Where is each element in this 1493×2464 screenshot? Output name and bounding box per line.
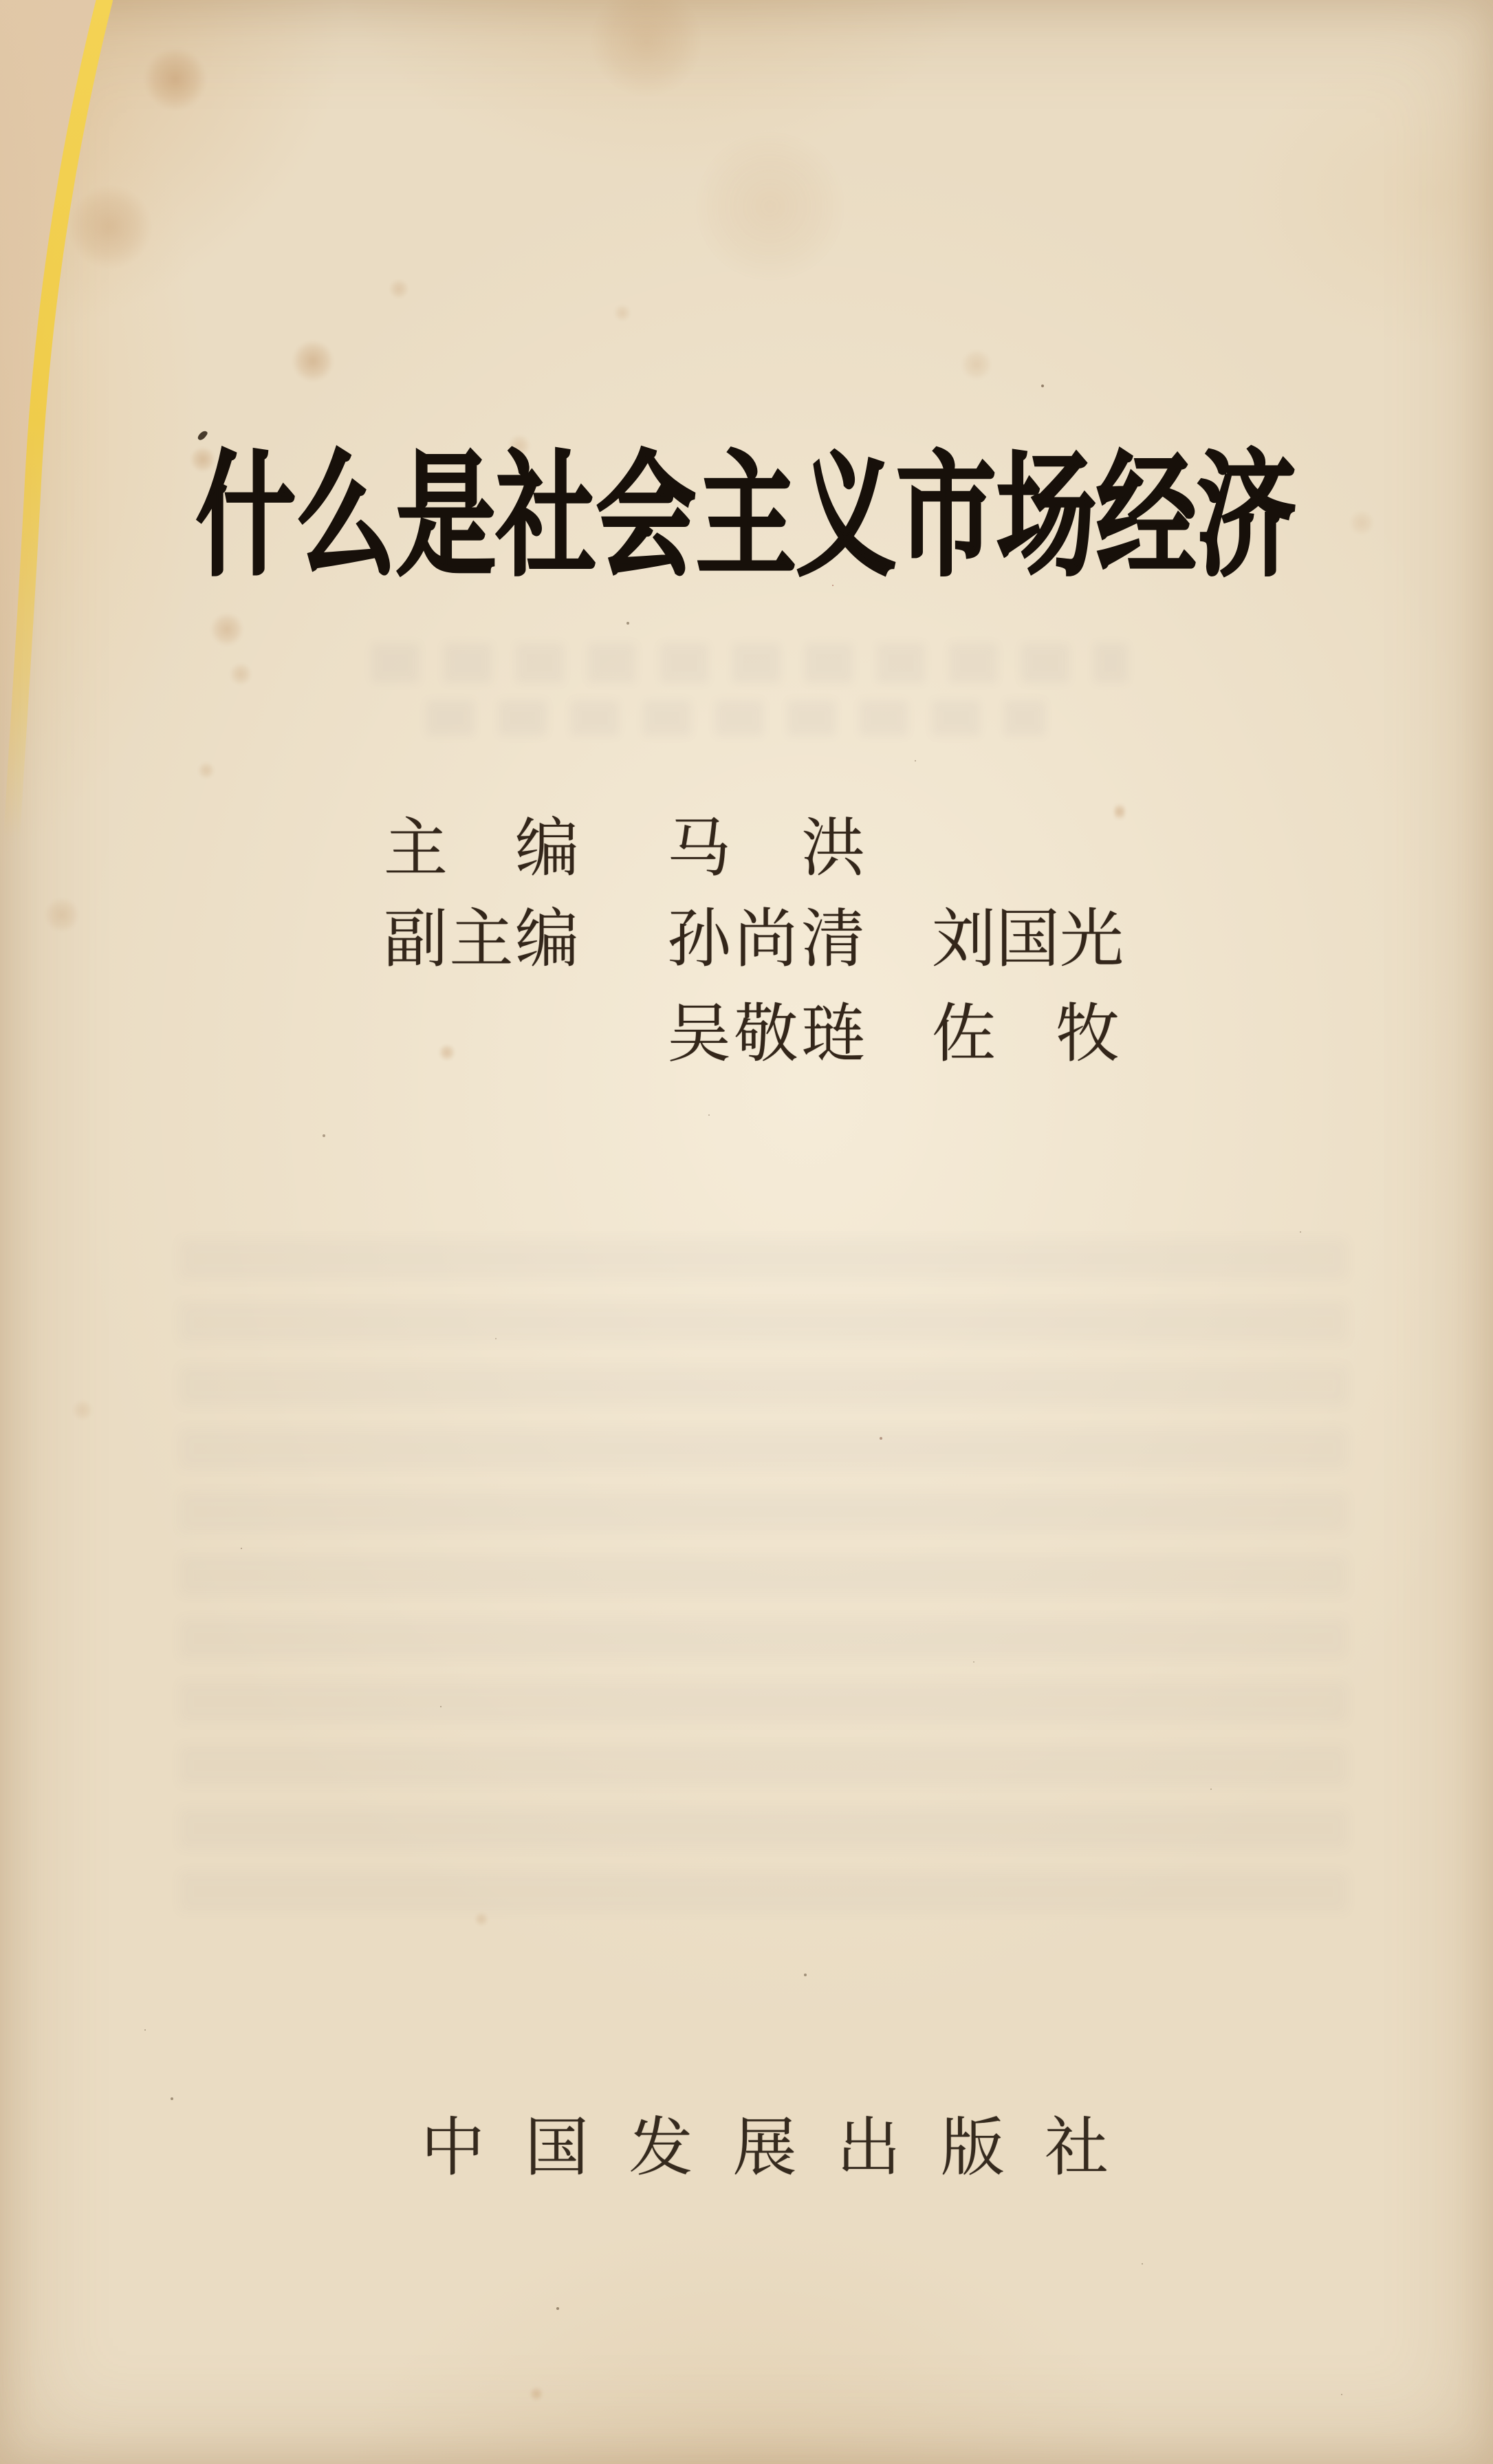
paper-stain bbox=[1349, 510, 1374, 535]
paper-stain bbox=[389, 279, 408, 299]
paper-stain bbox=[292, 341, 334, 382]
deputy-editor-name-4: 佐 牧 bbox=[932, 999, 1120, 1070]
paper-stain bbox=[475, 1912, 488, 1926]
paper-stain bbox=[72, 1400, 93, 1420]
paper-stain bbox=[45, 898, 79, 932]
paper-stain bbox=[210, 613, 243, 646]
chief-editor-label: 主 编 bbox=[384, 814, 579, 885]
deputy-editor-name-3: 吴 敬 琏 bbox=[667, 999, 865, 1070]
bleedthrough-text bbox=[426, 700, 1045, 736]
chief-editor-name: 马 洪 bbox=[667, 814, 865, 885]
ink-speck bbox=[197, 429, 208, 442]
deputy-editor-name-2: 刘 国 光 bbox=[932, 905, 1124, 975]
paper-stain bbox=[614, 305, 631, 321]
publisher-name: 中 国 发 展 出 版 社 bbox=[421, 2113, 1109, 2184]
book-title: 什 么 是 社 会 主 义 市 场 经 济 bbox=[196, 444, 1296, 593]
deputy-editor-label: 副 主 编 bbox=[384, 905, 579, 975]
paper-stain bbox=[69, 186, 151, 268]
bleedthrough-text bbox=[371, 643, 1128, 683]
paper-stain bbox=[439, 1044, 455, 1061]
cover-edge bbox=[0, 0, 158, 908]
paper-stain bbox=[144, 48, 206, 110]
paper-stain bbox=[695, 131, 846, 282]
paper-stain bbox=[961, 349, 992, 380]
paper-stain bbox=[198, 762, 215, 779]
paper-stain bbox=[591, 0, 701, 96]
deputy-editor-name-1: 孙 尚 清 bbox=[667, 905, 865, 975]
paper-stain bbox=[530, 2387, 543, 2401]
bleedthrough-text-block bbox=[179, 1238, 1348, 1926]
under-page-wedge bbox=[0, 0, 103, 908]
paper-stain bbox=[230, 663, 252, 685]
paper-specks bbox=[0, 0, 1, 1]
cover-edge-stripe bbox=[12, 0, 105, 838]
paper-stain bbox=[1114, 802, 1125, 821]
